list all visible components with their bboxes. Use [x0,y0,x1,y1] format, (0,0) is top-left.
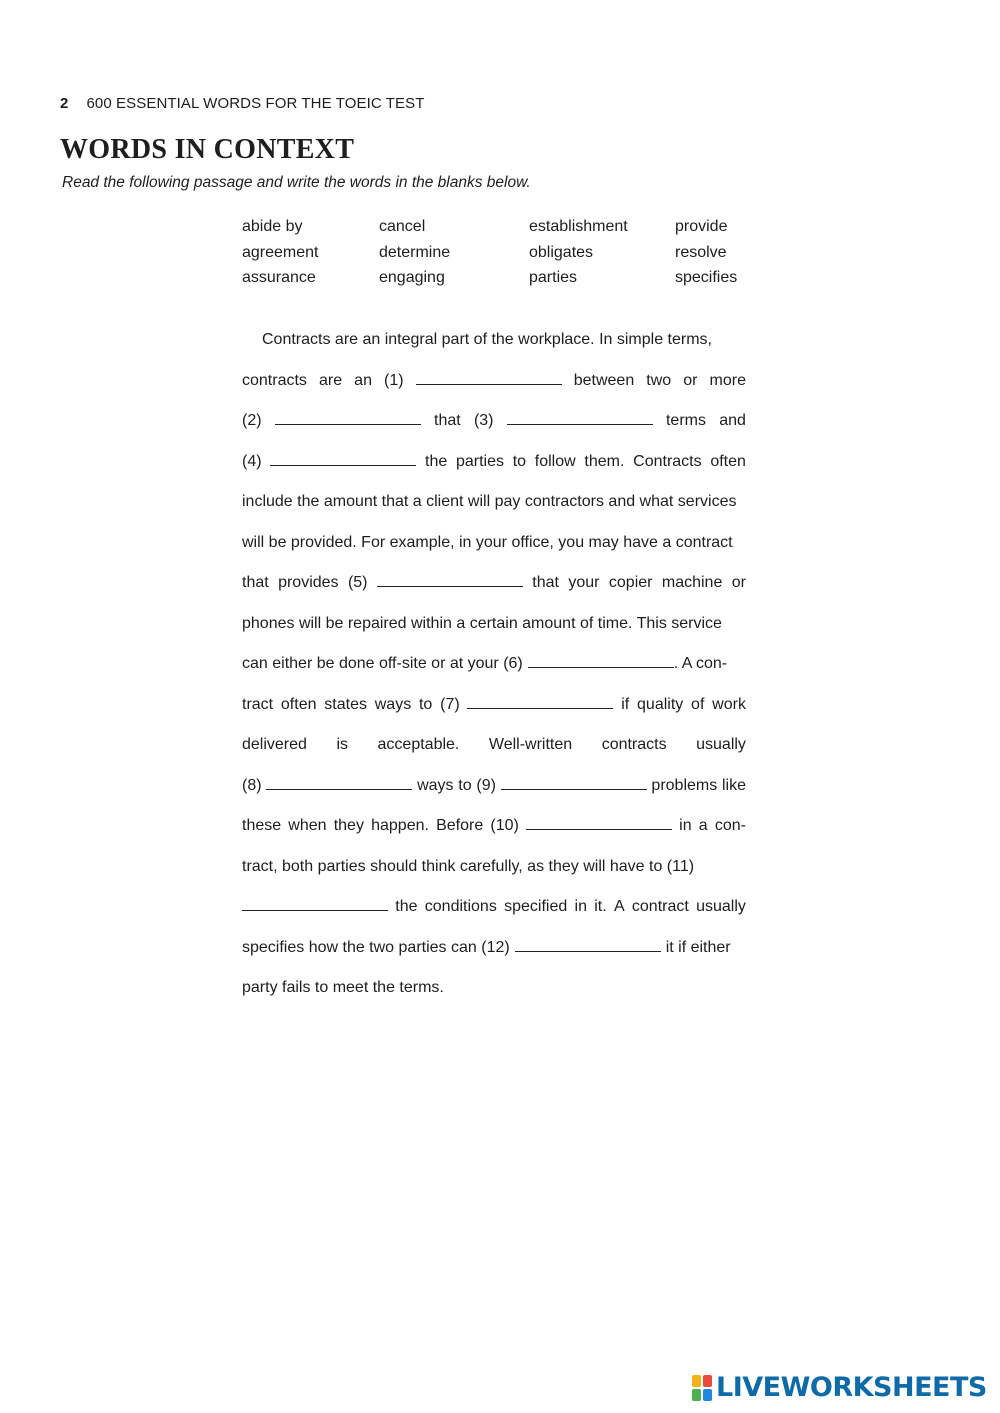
word: contract [631,898,689,915]
word: conditions [424,898,497,915]
word: quality [637,695,684,713]
word-bank-item: engaging [379,269,445,286]
passage-line [242,810,746,851]
blank-number-5: (5) [347,574,368,591]
word: that [242,574,269,591]
blank-7[interactable] [467,692,613,709]
word: usually [696,898,746,915]
word: states [324,695,367,713]
logo-square-1 [692,1375,701,1387]
word: machine [661,574,723,591]
word: they [333,817,364,834]
word-bank [242,218,755,295]
passage-line [242,689,746,730]
word: Contracts [633,452,702,470]
blank-number-1: (1) [384,371,404,389]
blank-2[interactable] [275,408,421,425]
word: the [395,898,418,915]
word: provides [278,574,339,591]
word: acceptable. [377,736,460,753]
word: that [434,412,461,429]
blank-9[interactable] [501,773,647,790]
word: Before [436,817,484,834]
blank-number-2: (2) [242,412,262,429]
word-bank-item: establishment [529,218,628,235]
page-header [60,95,425,112]
blank-number-10: (10) [490,817,519,834]
blank-number-7: (7) [440,695,460,713]
word: a [698,817,708,834]
word-bank-item: cancel [379,218,426,235]
word: when [288,817,327,834]
word: often [280,695,317,713]
word: them. [584,452,625,470]
blank-8[interactable] [266,773,412,790]
passage [242,324,746,1013]
word: ways [417,776,454,794]
passage-line [242,648,746,689]
passage-line [242,486,746,527]
passage-line [242,972,746,1013]
word: or [683,371,698,389]
word: the [425,452,448,470]
blank-6[interactable] [528,651,674,668]
word-bank-item: abide by [242,218,303,235]
word: contracts [601,736,667,753]
word: follow [534,452,576,470]
word: problems [651,776,718,794]
passage-line [242,405,746,446]
passage-line [242,567,746,608]
word: parties [455,452,504,470]
logo-square-2 [703,1375,712,1387]
passage-line [242,446,746,487]
blank-number-3: (3) [473,412,494,429]
passage-line [242,891,746,932]
word: tract [242,695,274,713]
passage-line [242,932,746,973]
word: more [709,371,746,389]
word: between [573,371,635,389]
logo-text: LIVEWORKSHEETS [716,1372,987,1403]
passage-text: tract, both parties should think carefully, as they will have to (11) [242,857,695,875]
blank-12[interactable] [515,935,661,952]
passage-text: party fails to meet the terms. [242,979,444,996]
blank-3[interactable] [507,408,653,425]
word: often [710,452,746,470]
blank-10[interactable] [526,813,672,830]
logo-icon [692,1375,712,1401]
blank-number-9: (9) [476,776,496,794]
word-bank-item: specifies [675,269,738,286]
blank-5[interactable] [377,570,523,587]
page-number: 2 [60,95,69,112]
passage-text: . A con- [673,655,728,672]
word: terms [665,412,706,429]
word: contracts [242,371,307,389]
book-title: 600 ESSENTIAL WORDS FOR THE TOEIC TEST [86,95,425,112]
passage-line [242,729,746,770]
word: to [418,695,433,713]
word: like [721,776,746,794]
word: these [242,817,282,834]
section-title: WORDS IN CONTEXT [60,134,355,165]
passage-line [242,608,746,649]
word-bank-item: parties [529,269,578,286]
passage-line [242,365,746,406]
word: happen. [371,817,429,834]
word: and [719,412,746,429]
passage-text: can either be done off-site or at your (6) [242,655,523,672]
passage-line [242,770,746,811]
word: to [512,452,527,470]
word: A [613,898,625,915]
logo-square-3 [692,1389,701,1401]
passage-text: will be provided. For example, in your office, you may have a contract [242,533,733,551]
blank-number-4: (4) [242,452,262,470]
blank-1[interactable] [416,368,562,385]
word-bank-item: assurance [242,269,316,286]
passage-line [242,527,746,568]
word: is [336,736,349,753]
passage-text: Contracts are an integral part of the workplace. In simple terms, [262,331,712,348]
word: work [712,695,746,713]
word: ways [374,695,412,713]
word-bank-item: obligates [529,243,594,261]
blank-11[interactable] [242,894,388,911]
word-bank-item: determine [379,243,451,261]
word: two [646,371,672,389]
word: usually [696,736,746,753]
word: con- [714,817,746,834]
word: copier [608,574,653,591]
word: are [318,371,343,389]
word: or [731,574,746,591]
word: of [691,695,705,713]
passage-line [242,324,746,365]
word-bank-item: provide [675,218,728,235]
word: Well-written [488,736,573,753]
word: it. [594,898,607,915]
word: in [574,898,587,915]
word-bank-item: agreement [242,243,319,261]
word: an [354,371,372,389]
logo-square-4 [703,1389,712,1401]
word: to [458,776,472,794]
passage-text: it if either [665,938,731,956]
word: that [532,574,559,591]
word-bank-item: resolve [675,243,727,261]
passage-text: include the amount that a client will pay contractors and what services [242,493,737,510]
blank-number-8: (8) [242,776,262,794]
passage-text: phones will be repaired within a certain amount of time. This service [242,614,722,632]
word: if [621,695,630,713]
instructions: Read the following passage and write the words in the blanks below. [62,174,531,191]
blank-4[interactable] [270,449,416,466]
passage-text: specifies how the two parties can (12) [242,938,510,956]
word: in [679,817,692,834]
passage-line [242,851,746,892]
word: your [568,574,600,591]
word: delivered [242,736,307,753]
liveworksheets-logo[interactable] [692,1372,987,1403]
word: specified [504,898,568,915]
